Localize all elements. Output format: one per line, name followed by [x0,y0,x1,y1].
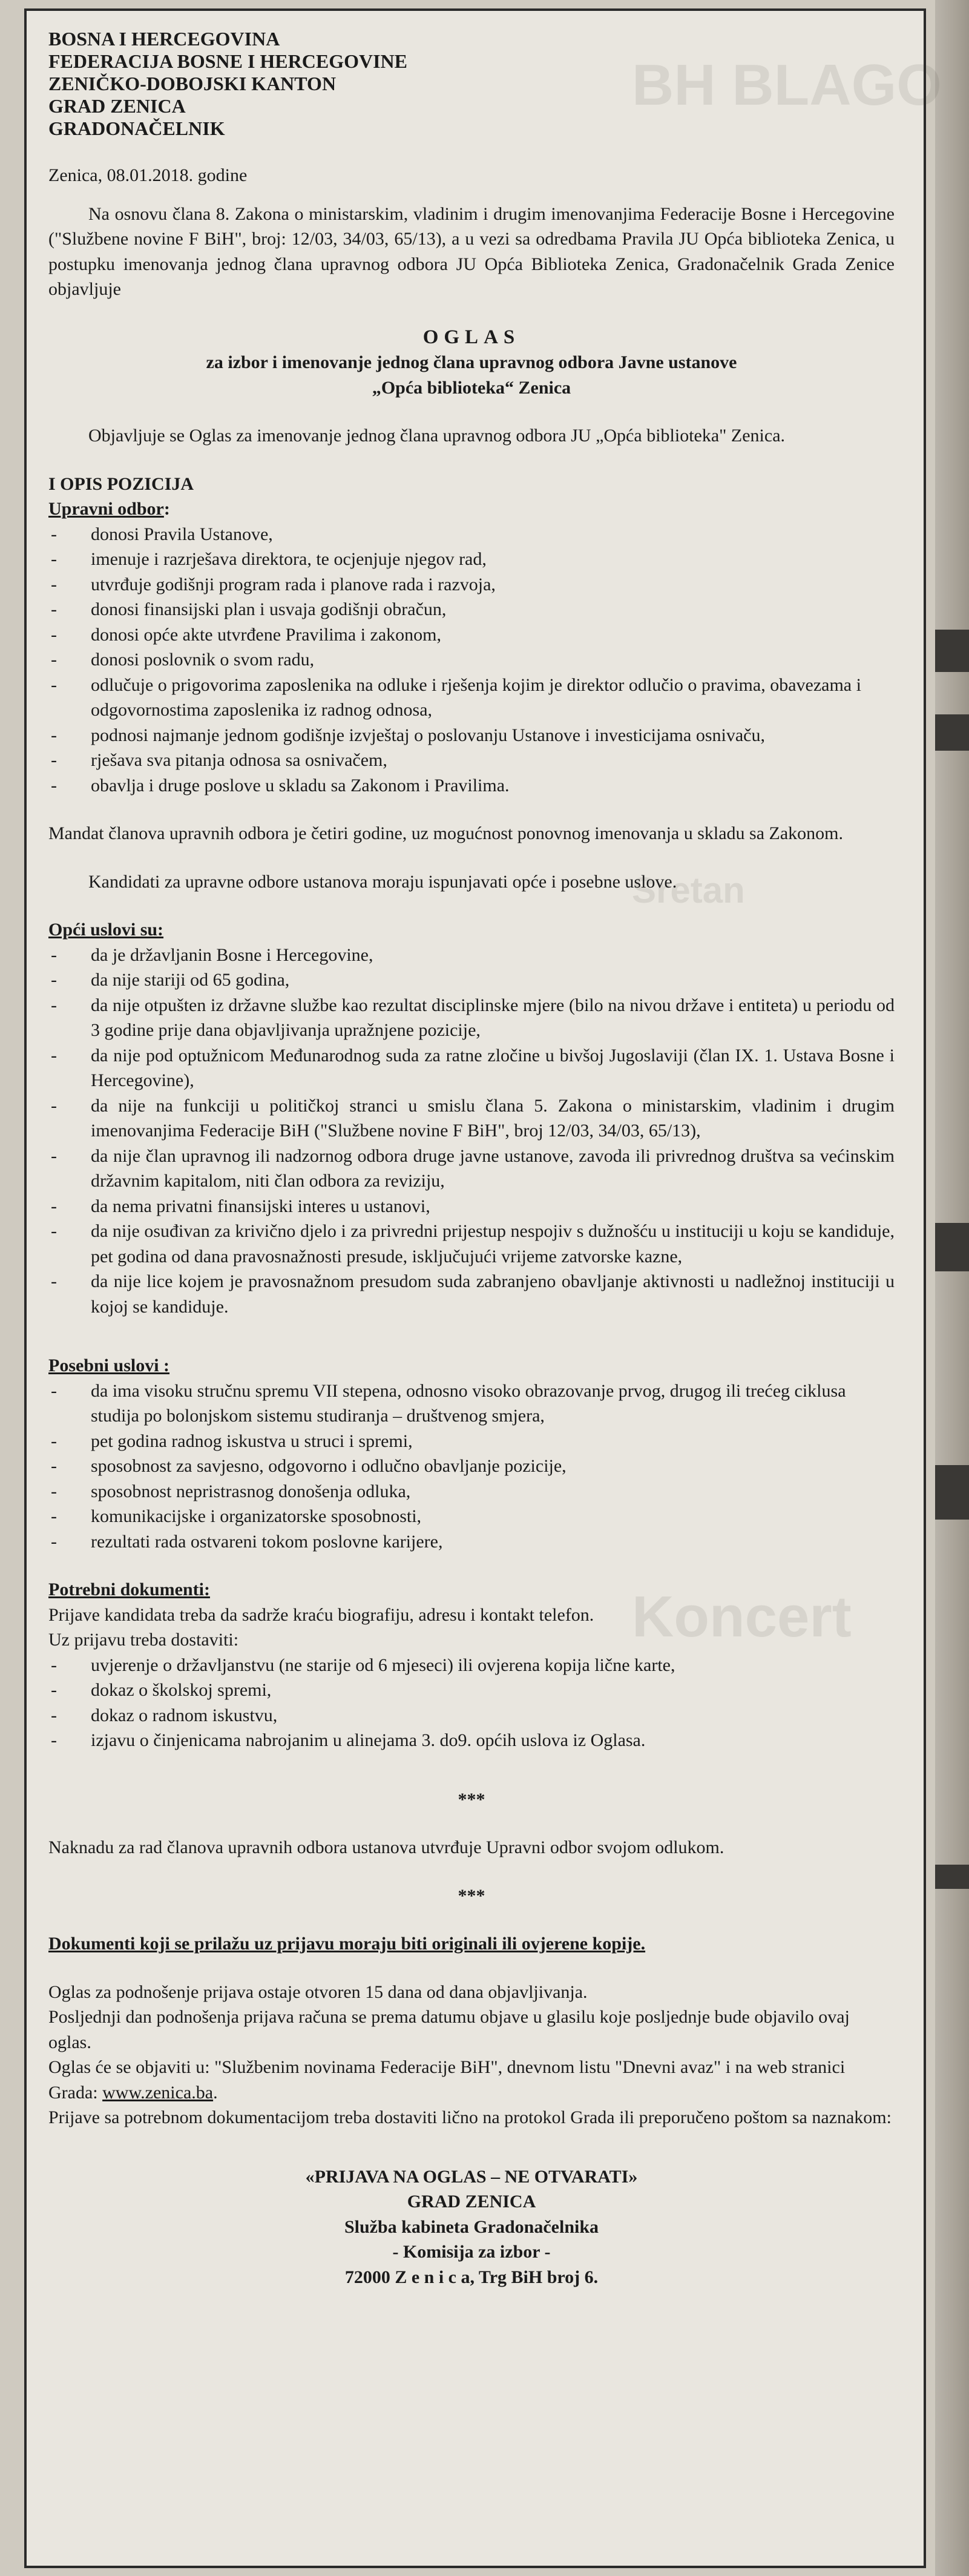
address-line: - Komisija za izbor - [392,2242,551,2262]
list-item: - donosi Pravila Ustanove, [48,522,895,547]
originals-note: Dokumenti koji se prilažu uz prijavu moraju biti originali ili ovjerene kopije. [48,1934,646,1954]
website-link[interactable]: www.zenica.ba [102,2082,214,2103]
general-conditions-heading: Opći uslovi su: [48,920,164,940]
notice-subtitle-2: „Opća biblioteka“ Zenica [372,377,571,398]
list-item: - sposobnost nepristrasnog donošenja odluka, [48,1479,895,1504]
list-item: - utvrđuje godišnji program rada i planove rada i razvoja, [48,572,895,598]
board-label: Upravni odbor: [48,499,170,519]
candidates-note: Kandidati za upravne odbore ustanova moraju ispunjavati opće i posebne uslove. [88,871,677,892]
notice-content [48,28,895,2290]
list-item: - da nije lice kojem je pravosnažnom presudom suda zabranjeno obavljanje aktivnosti u nadležnoj instituciji u kojoj se kandiduje. [48,1269,895,1319]
board-duties-list [48,522,895,799]
general-conditions-list [48,943,895,1320]
list-item: - donosi opće akte utvrđene Pravilima i zakonom, [48,622,895,648]
address-line: Služba kabineta Gradonačelnika [344,2216,599,2237]
documents-intro-2: Uz prijavu treba dostaviti: [48,1630,239,1650]
list-item: - rezultati rada ostvareni tokom poslovne karijere, [48,1529,895,1555]
announcement-paragraph: Objavljuje se Oglas za imenovanje jednog člana upravnog odbora JU „Opća biblioteka" Zenica. [88,426,786,446]
address-line: 72000 Z e n i c a, Trg BiH broj 6. [344,2267,599,2287]
header-line: GRADONAČELNIK [48,117,225,139]
list-item: - sposobnost za savjesno, odgovorno i odlučno obavljanje pozicije, [48,1454,895,1479]
closing-line-3 [48,2055,895,2105]
list-item: - da nije stariji od 65 godina, [48,967,895,993]
submission-address [48,2164,895,2290]
closing-line-3-prefix: Oglas će se objaviti u: "Službenim novinama Federacije BiH", dnevnom listu "Dnevni avaz" i na web stranici Grada: [48,2057,846,2103]
address-line: «PRIJAVA NA OGLAS – NE OTVARATI» [305,2166,638,2187]
adjacent-page-strip [935,0,969,2576]
documents-intro-1: Prijave kandidata treba da sadrže kraću biografiju, adresu i kontakt telefon. [48,1604,594,1625]
notice-subtitle-1: za izbor i imenovanje jednog člana upravnog odbora Javne ustanove [206,352,737,372]
section-heading: I OPIS POZICIJA [48,473,194,494]
special-conditions-heading: Posebni uslovi : [48,1356,170,1375]
special-conditions-list [48,1379,895,1555]
closing-line-2: Posljednji dan podnošenja prijava računa se prema datumu objave u glasilu koje posljednje bude objavilo ovaj oglas. [48,2007,850,2052]
compensation-paragraph: Naknadu za rad članova upravnih odbora ustanova utvrđuje Upravni odbor svojom odlukom. [48,1837,724,1857]
separator-stars-2: *** [458,1885,485,1906]
list-item: - rješava sva pitanja odnosa sa osnivačem, [48,748,895,773]
list-item: - podnosi najmanje jednom godišnje izvještaj o poslovanju Ustanove i investicijama osnivaču, [48,723,895,748]
header-line: GRAD ZENICA [48,95,186,117]
board-label-text: Upravni odbor [48,499,164,519]
list-item: - da nije na funkciji u političkoj stranci u smislu člana 5. Zakona o ministarskim, vladinim i drugim imenovanjima Federacije BiH ("Službene novine F BiH", broj 12/03, 34/03, 65/13), [48,1093,895,1144]
date-line: Zenica, 08.01.2018. godine [48,165,248,185]
list-item: - da nije otpušten iz državne službe kao rezultat disciplinske mjere (bilo na nivou države i entiteta) u periodu od 3 godine prije dana objavljivanja upražnjene pozicije, [48,993,895,1043]
list-item: - uvjerenje o državljanstvu (ne starije od 6 mjeseci) ili ovjerena kopija lične karte, [48,1653,895,1678]
list-item: - donosi finansijski plan i usvaja godišnji obračun, [48,597,895,622]
closing-line-4: Prijave sa potrebnom dokumentacijom treba dostaviti lično na protokol Grada ili preporučeno poštom sa naznakom: [48,2107,892,2127]
intro-paragraph: Na osnovu člana 8. Zakona o ministarskim, vladinim i drugim imenovanjima Federacije Bosne i Hercegovine ("Službene novine F BiH", broj: 12/03, 34/03, 65/13), a u vezi sa odredbama Pravila JU Opća biblioteka Zenica, u postupku imenovanja jednog člana upravnog odbora JU Opća Biblioteka Zenica, Gradonačelnik Grada Zenice objavljuje [48,203,895,299]
show-through-text-1: BH BLAGO [632,53,942,117]
show-through-text-2: Koncert [632,1584,852,1649]
list-item: - odlučuje o prigovorima zaposlenika na odluke i rješenja kojim je direktor odlučio o pravima, obavezama i odgovornostima zaposlenika iz radnog odnosa, [48,673,895,723]
list-item: - da ima visoku stručnu spremu VII stepena, odnosno visoko obrazovanje prvog, drugog ili trećeg ciklusa studija po bolonjskom sistemu studiranja – društvenog smjera, [48,1379,895,1429]
documents-list [48,1653,895,1753]
header-line: ZENIČKO-DOBOJSKI KANTON [48,73,337,94]
list-item: - imenuje i razrješava direktora, te ocjenjuje njegov rad, [48,547,895,572]
list-item: - da nema privatni finansijski interes u ustanovi, [48,1194,895,1219]
list-item: - da je državljanin Bosne i Hercegovine, [48,943,895,968]
list-item: - izjavu o činjenicama nabrojanim u alinejama 3. do9. općih uslova iz Oglasa. [48,1728,895,1753]
issuer-header [48,28,895,140]
list-item: - da nije član upravnog ili nadzornog odbora druge javne ustanove, zavoda ili privrednog društva sa većinskim državnim kapitalom, niti član odbora za reviziju, [48,1144,895,1194]
show-through-text-3: Sretan [632,870,745,911]
closing-line-3-suffix: . [213,2082,218,2103]
list-item: - da nije osuđivan za krivično djelo i za privredni prijestup nespojiv s dužnošću u instituciji u koju se kandiduje, pet godina od dana pravosnažnosti presude, isključujući vrijeme zatvorske kazne, [48,1219,895,1269]
notice-title: OGLAS [422,326,521,348]
list-item: - pet godina radnog iskustva u struci i spremi, [48,1429,895,1454]
separator-stars: *** [458,1789,485,1810]
list-item: - da nije pod optužnicom Međunarodnog suda za ratne zločine u bivšoj Jugoslaviji (član IX. 1. Ustava Bosne i Hercegovine), [48,1043,895,1093]
mandate-paragraph: Mandat članova upravnih odbora je četiri godine, uz mogućnost ponovnog imenovanja u skladu sa Zakonom. [48,823,844,843]
closing-line-1: Oglas za podnošenje prijava ostaje otvoren 15 dana od dana objavljivanja. [48,1981,588,2002]
list-item: - komunikacijske i organizatorske sposobnosti, [48,1504,895,1529]
list-item: - dokaz o školskoj spremi, [48,1678,895,1703]
list-item: - obavlja i druge poslove u skladu sa Zakonom i Pravilima. [48,773,895,799]
header-line: BOSNA I HERCEGOVINA [48,28,280,50]
address-line: GRAD ZENICA [407,2192,536,2212]
list-item: - dokaz o radnom iskustvu, [48,1703,895,1728]
notice-page [24,8,942,2568]
documents-heading: Potrebni dokumenti: [48,1580,210,1599]
list-item: - donosi poslovnik o svom radu, [48,647,895,673]
header-line: FEDERACIJA BOSNE I HERCEGOVINE [48,50,407,72]
